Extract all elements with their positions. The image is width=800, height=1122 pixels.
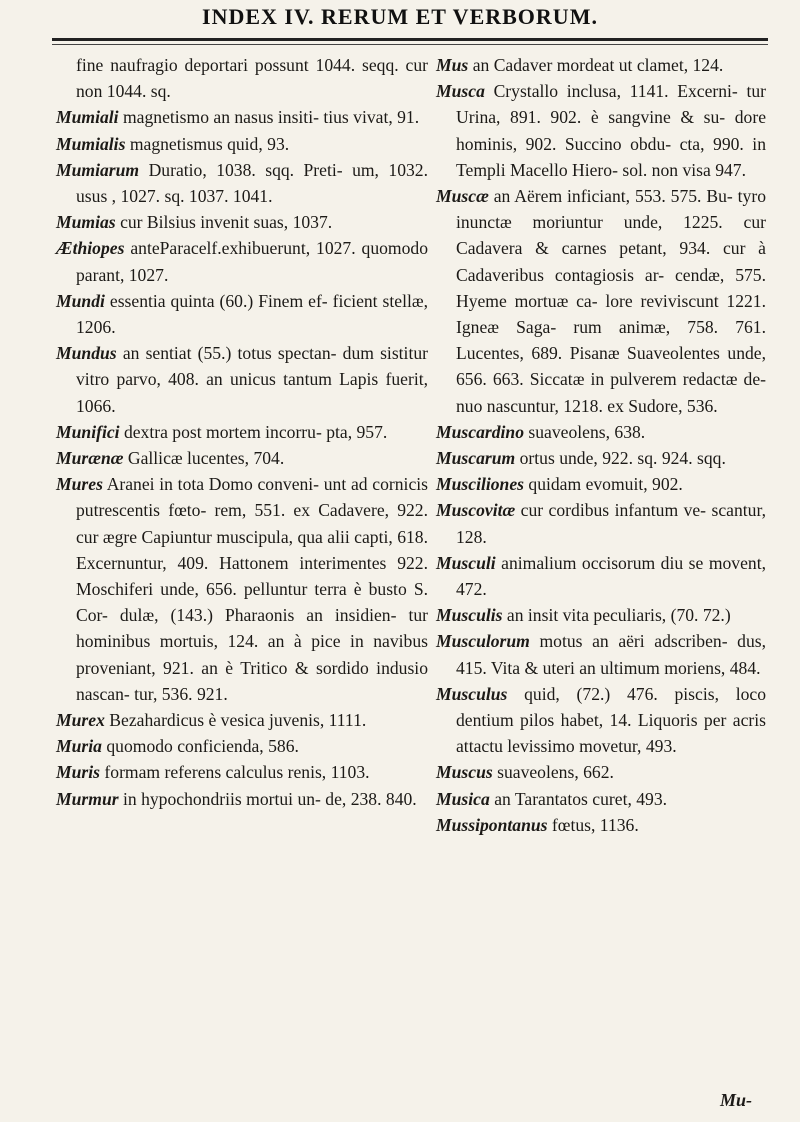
index-entry xyxy=(436,550,766,602)
entry-headword: Munifici xyxy=(56,421,120,442)
entry-text: animalium occisorum diu se movent, 472. xyxy=(456,552,766,600)
entry-text: Crystallo inclusa, 1141. Excerni- tur Urina, 891. 902. è sangvine & su- dore hominis, 902. Succino obdu- cta, 990. in Templi Macello Hiero- sol. non visa 947. xyxy=(456,81,766,180)
entry-headword: Musculorum xyxy=(436,631,530,652)
index-entry xyxy=(436,183,766,419)
entry-headword: Mussipontanus xyxy=(436,814,548,835)
entry-headword: Muria xyxy=(56,736,102,757)
entry-text: an Tarantatos curet, 493. xyxy=(494,788,668,809)
entry-headword: Mures xyxy=(56,474,103,495)
entry-headword: Mus xyxy=(436,55,469,75)
entry-text: in hypochondriis mortui un- de, 238. 840. xyxy=(123,788,417,809)
index-entry xyxy=(56,52,428,104)
page-header: INDEX IV. RERUM ET VERBORUM. xyxy=(202,4,598,29)
entry-text: quid, (72.) 476. piscis, loco dentium pilos habet, 14. Liquoris per acris attactu levissimo movetur, 493. xyxy=(456,683,766,757)
entry-headword: Musculis xyxy=(436,605,503,626)
entry-text: dextra post mortem incorru- pta, 957. xyxy=(123,421,388,442)
left-column xyxy=(56,52,428,812)
entry-headword: Musca xyxy=(436,81,485,102)
entry-headword: Mumiarum xyxy=(56,159,140,180)
index-entry xyxy=(56,445,428,471)
entry-text: magnetismus quid, 93. xyxy=(129,133,290,154)
index-entry xyxy=(436,497,766,549)
entry-headword: Muscardino xyxy=(436,421,524,442)
entry-text: suaveolens, 638. xyxy=(528,421,646,442)
index-entry xyxy=(56,707,428,733)
entry-headword: Murænæ xyxy=(56,448,124,469)
right-column xyxy=(436,52,766,838)
index-entry xyxy=(436,681,766,760)
entry-text: an insit vita peculiaris, (70. 72.) xyxy=(506,605,731,626)
index-entry xyxy=(436,628,766,680)
index-entry xyxy=(436,445,766,471)
index-entry xyxy=(436,602,766,628)
index-entry xyxy=(56,419,428,445)
entry-headword: Muscarum xyxy=(436,448,516,469)
index-entry xyxy=(436,419,766,445)
entry-headword: Musculi xyxy=(436,552,496,573)
entry-text: Duratio, 1038. sqq. Preti- um, 1032. usus , 1027. sq. 1037. 1041. xyxy=(76,159,428,207)
index-entry xyxy=(56,471,428,707)
index-entry xyxy=(56,131,428,157)
entry-text: quidam evomuit, 902. xyxy=(528,474,683,495)
entry-headword: Mundi xyxy=(56,290,105,311)
entry-text: fine naufragio deportari possunt 1044. seqq. cur non 1044. sq. xyxy=(76,55,428,102)
entry-text: suaveolens, 662. xyxy=(497,762,614,783)
entry-headword: Mumialis xyxy=(56,133,126,154)
index-entry xyxy=(56,786,428,812)
entry-text: an Aërem inficiant, 553. 575. Bu- tyro inunctæ moriuntur unde, 1225. cur Cadavera & carnes petant, 934. cur à Cadaveribus contagiosis ar- cendæ, 575. Hyeme mortuæ ca- lore reviviscunt 1221. Igneæ Saga- rum animæ, 758. 761. Lucentes, 689. Pisanæ Suaveolentes unde, 656. 663. Siccatæ in pulverem redactæ de- nuo nascuntur, 1218. ex Sudore, 536. xyxy=(456,186,766,416)
entry-headword: Mumiali xyxy=(56,107,119,128)
header-rule xyxy=(52,38,768,41)
index-entry xyxy=(56,759,428,785)
entry-text: Aranei in tota Domo conveni- unt ad cornicis putrescentis fœto- rem, 551. ex Cadavere, 922. cur ægre Capiuntur muscipula, qua alii capti, 618. Excernuntur, 409. Hattonem interimentes 922. Moschiferi unde, 656. pelluntur terra è busto S. Cor- dulæ, (143.) Pharaonis an insidien- tur hominibus mortuis, 124. an à pice in navibus proveniant, 921. an è Tritico & sordido indusio nascan- tur, 536. 921. xyxy=(76,474,428,704)
entry-text: cur Bilsius invenit suas, 1037. xyxy=(120,212,333,233)
index-entry xyxy=(56,157,428,209)
entry-headword: Æthiopes xyxy=(56,238,125,259)
entry-headword: Mumias xyxy=(56,212,116,233)
entry-headword: Musica xyxy=(436,788,490,809)
entry-text: an sentiat (55.) totus spectan- dum sistitur vitro parvo, 408. an unicus tantum Lapis fuerit, 1066. xyxy=(76,343,428,416)
entry-headword: Murex xyxy=(56,710,105,731)
catchword: Mu- xyxy=(720,1090,753,1110)
entry-text: ortus unde, 922. sq. 924. sqq. xyxy=(519,448,726,469)
entry-headword: Muscovitæ xyxy=(436,500,516,521)
entry-text: Bezahardicus è vesica juvenis, 1111. xyxy=(109,710,367,731)
index-entry xyxy=(56,288,428,340)
entry-text: quomodo conficienda, 586. xyxy=(106,736,299,757)
header-rule-thin xyxy=(52,44,768,45)
index-entry xyxy=(56,209,428,235)
entry-headword: Muscus xyxy=(436,762,493,783)
entry-headword: Muris xyxy=(56,762,101,783)
entry-text: Gallicæ lucentes, 704. xyxy=(127,448,285,469)
entry-text: cur cordibus infantum ve- scantur, 128. xyxy=(456,500,766,547)
index-entry xyxy=(436,812,766,838)
index-entry xyxy=(56,733,428,759)
entry-text: an Cadaver mordeat ut clamet, 124. xyxy=(472,55,724,75)
entry-headword: Muscæ xyxy=(436,186,489,207)
entry-headword: Mundus xyxy=(56,343,117,364)
entry-text: essentia quinta (60.) Finem ef- ficient stellæ, 1206. xyxy=(76,290,428,338)
entry-headword: Musculus xyxy=(436,683,508,704)
index-entry xyxy=(436,759,766,785)
index-entry xyxy=(436,471,766,497)
entry-text: formam referens calculus renis, 1103. xyxy=(104,762,370,783)
entry-text: motus an aëri adscriben- dus, 415. Vita & uteri an ultimum moriens, 484. xyxy=(456,631,766,678)
entry-headword: Musciliones xyxy=(436,474,524,495)
index-entry xyxy=(436,52,766,78)
index-entry xyxy=(56,340,428,419)
index-entry xyxy=(436,78,766,183)
entry-text: fœtus, 1136. xyxy=(551,814,639,835)
entry-headword: Murmur xyxy=(56,788,119,809)
index-entry xyxy=(436,786,766,812)
entry-text: magnetismo an nasus insiti- tius vivat, 91. xyxy=(122,107,420,128)
entry-text: anteParacelf.exhibuerunt, 1027. quomodo parant, 1027. xyxy=(76,238,428,285)
index-entry xyxy=(56,104,428,130)
index-entry xyxy=(56,235,428,287)
